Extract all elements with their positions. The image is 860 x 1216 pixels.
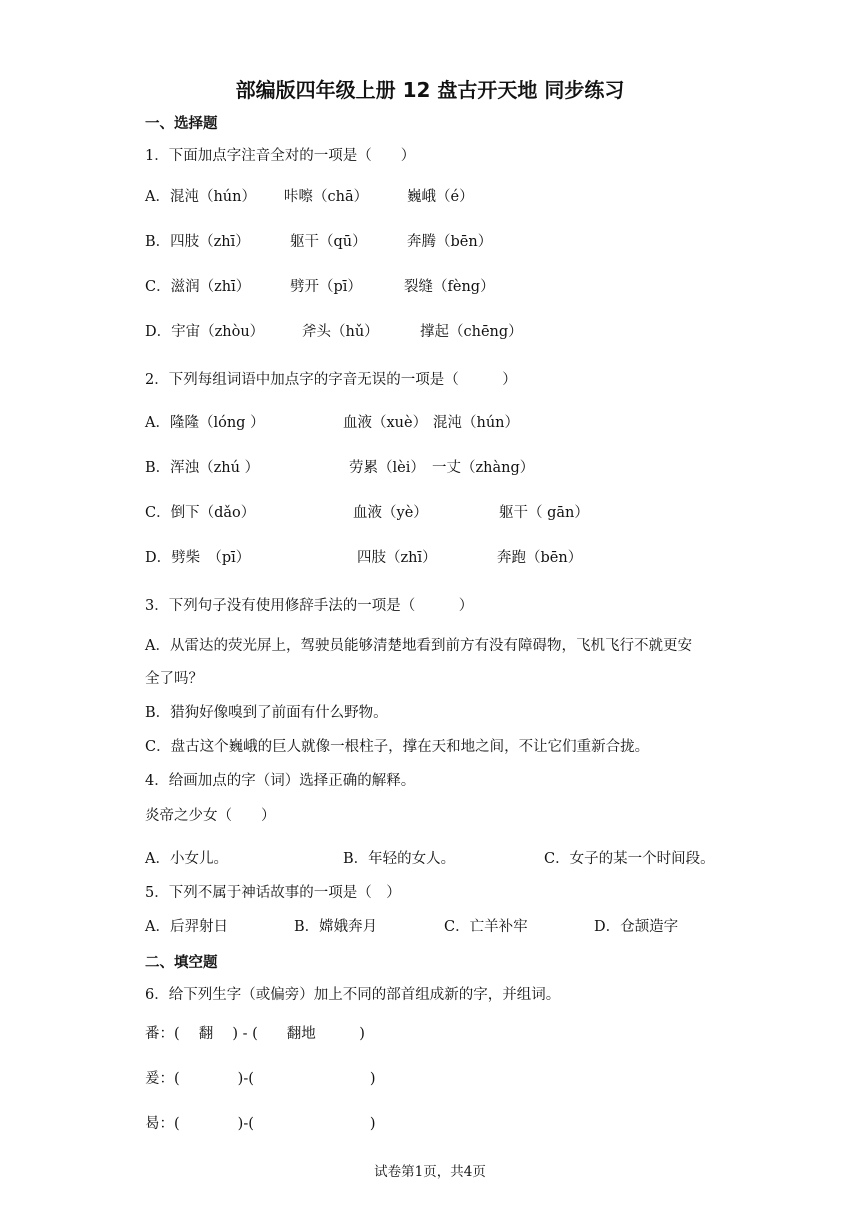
- q2-option-a-1: A．隆隆（lóng ）: [145, 415, 265, 431]
- q1-option-b-1: B．四肢（zhī）: [145, 234, 250, 250]
- q2-option-d-2: 四肢（zhī）: [357, 550, 437, 566]
- q1-option-d-3: 撑起（chēng）: [420, 324, 523, 340]
- q2-option-a-3: 混沌（hún）: [433, 415, 520, 431]
- section-heading-choice: 一、选择题: [145, 116, 218, 132]
- q6-row-yuan: 爰：( )-( ): [145, 1071, 376, 1087]
- q6-row-fan: 番：( 翻 ) - ( 翻地 ): [145, 1026, 365, 1042]
- q2-option-b-2: 劳累（lèi）: [349, 460, 425, 476]
- q4-option-b: B．年轻的女人。: [343, 851, 456, 867]
- q1-option-d-2: 斧头（hǔ）: [302, 324, 379, 340]
- q2-option-c-1: C．倒下（dǎo）: [145, 505, 256, 521]
- q3-option-a-line2: 全了吗？: [145, 671, 203, 687]
- q4-option-c: C．女子的某一个时间段。: [544, 851, 715, 867]
- q5-option-b: B．嫦娥奔月: [294, 919, 378, 935]
- q1-option-a-1: A．混沌（hún）: [145, 189, 256, 205]
- q2-option-d-3: 奔跑（bēn）: [497, 550, 583, 566]
- section-heading-fill: 二、填空题: [145, 955, 218, 971]
- q6-row-he: 曷：( )-( ): [145, 1116, 376, 1132]
- page-footer: 试卷第1页，共4页: [374, 1164, 486, 1180]
- q1-option-c-2: 劈开（pī）: [290, 279, 362, 295]
- q2-option-c-3: 躯干（ gān）: [499, 505, 589, 521]
- q5-option-c: C．亡羊补牢: [444, 919, 528, 935]
- question-2-stem: 2．下列每组词语中加点字的字音无误的一项是（ ）: [145, 372, 517, 388]
- q1-option-a-2: 咔嚓（chā）: [284, 189, 369, 205]
- question-4-stem: 4．给画加点的字（词）选择正确的解释。: [145, 773, 416, 789]
- q1-option-b-3: 奔腾（bēn）: [407, 234, 493, 250]
- q2-option-c-2: 血液（yè）: [353, 505, 428, 521]
- question-5-stem: 5．下列不属于神话故事的一项是（ ）: [145, 885, 401, 901]
- question-6-stem: 6．给下列生字（或偏旁）加上不同的部首组成新的字，并组词。: [145, 987, 561, 1003]
- page-title: 部编版四年级上册 12 盘古开天地 同步练习: [235, 78, 625, 102]
- question-1-stem: 1．下面加点字注音全对的一项是（ ）: [145, 148, 416, 164]
- q2-option-b-3: 一丈（zhàng）: [432, 460, 535, 476]
- q2-option-b-1: B．浑浊（zhú ）: [145, 460, 260, 476]
- q1-option-d-1: D．宇宙（zhòu）: [145, 324, 265, 340]
- question-3-stem: 3．下列句子没有使用修辞手法的一项是（ ）: [145, 598, 474, 614]
- q2-option-d-1: D．劈柴 （pī）: [145, 550, 251, 566]
- q5-option-a: A．后羿射日: [145, 919, 228, 935]
- q2-option-a-2: 血液（xuè）: [343, 415, 428, 431]
- q4-option-a: A．小女儿。: [145, 851, 228, 867]
- q1-option-a-3: 巍峨（é）: [407, 189, 474, 205]
- q1-option-b-2: 躯干（qū）: [290, 234, 367, 250]
- q1-option-c-3: 裂缝（fèng）: [404, 279, 495, 295]
- q5-option-d: D．仓颉造字: [594, 919, 679, 935]
- q3-option-c: C．盘古这个巍峨的巨人就像一根柱子，撑在天和地之间，不让它们重新合拢。: [145, 739, 650, 755]
- q3-option-b: B．猎狗好像嗅到了前面有什么野物。: [145, 705, 388, 721]
- q4-phrase: 炎帝之少女（ ）: [145, 808, 276, 824]
- q1-option-c-1: C．滋润（zhī）: [145, 279, 251, 295]
- q3-option-a-line1: A．从雷达的荧光屏上，驾驶员能够清楚地看到前方有没有障碍物，飞机飞行不就更安: [145, 638, 692, 654]
